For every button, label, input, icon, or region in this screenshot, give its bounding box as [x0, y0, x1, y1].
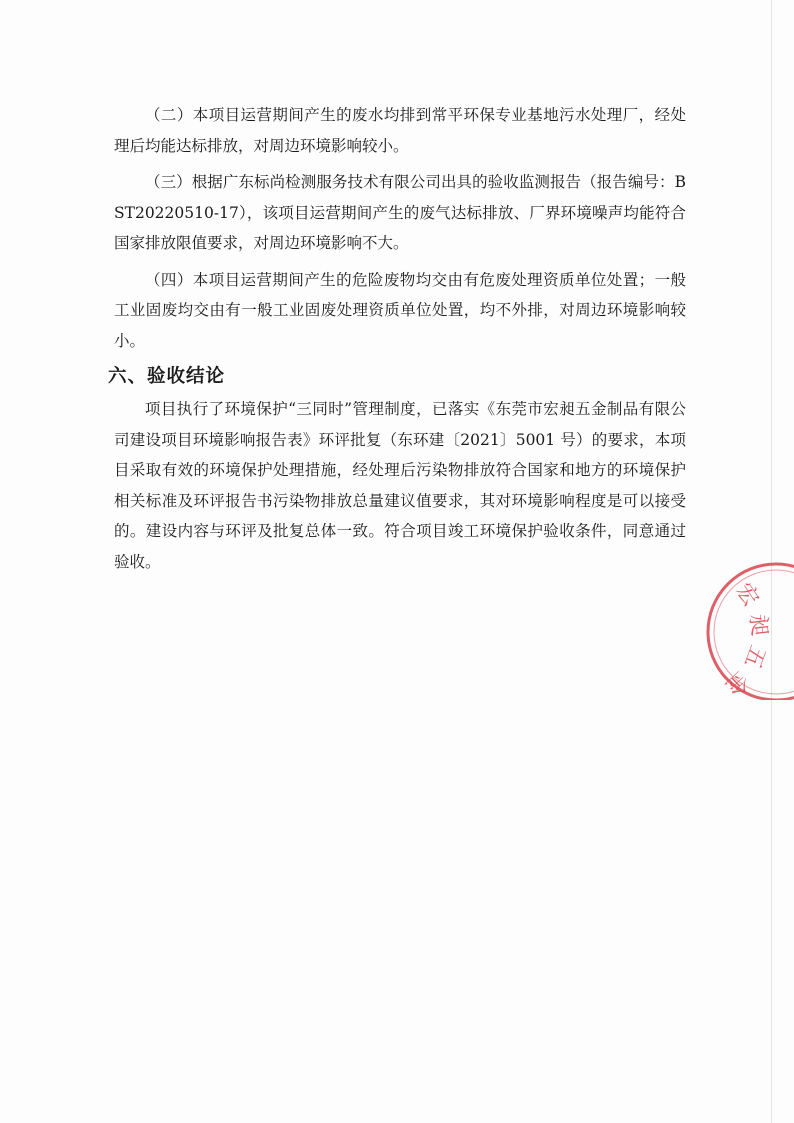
section-heading-conclusion: 六、验收结论: [108, 366, 226, 387]
svg-text:宏 昶 五 金: 宏 昶 五 金: [720, 578, 772, 700]
document-body: [108, 100, 686, 583]
company-seal-stamp: [690, 560, 794, 700]
paragraph-hazardous-waste: （四）本项目运营期间产生的危险废物均交由有危废处理资质单位处置；一般工业固废均交由有一般工业固废处理资质单位处置，均不外排，对周边环境影响较小。: [114, 270, 686, 350]
paragraph-wastewater: （二）本项目运营期间产生的废水均排到常平环保专业基地污水处理厂，经处理后均能达标排放，对周边环境影响较小。: [114, 106, 686, 155]
paragraph-monitoring-report: （三）根据广东标尚检测服务技术有限公司出具的验收监测报告（报告编号：BST20220510-17），该项目运营期间产生的废气达标排放、厂界环境噪声均能符合国家排放限值要求，对周边环境影响不大。: [114, 173, 686, 252]
paragraph-conclusion: 项目执行了环境保护“三同时”管理制度，已落实《东莞市宏昶五金制品有限公司建设项目环境影响报告表》环评批复（东环建〔2021〕5001 号）的要求，本项目采取有效的环境保护处理措施，经处理后污染物排放符合国家和地方的环境保护相关标准及环评报告书污染物排放总量建议值要求，其对环境影响程度是可以接受的。建设内容与环评及批复总体一致。符合项目竣工环境保护验收条件，同意通过验收。: [114, 400, 686, 571]
